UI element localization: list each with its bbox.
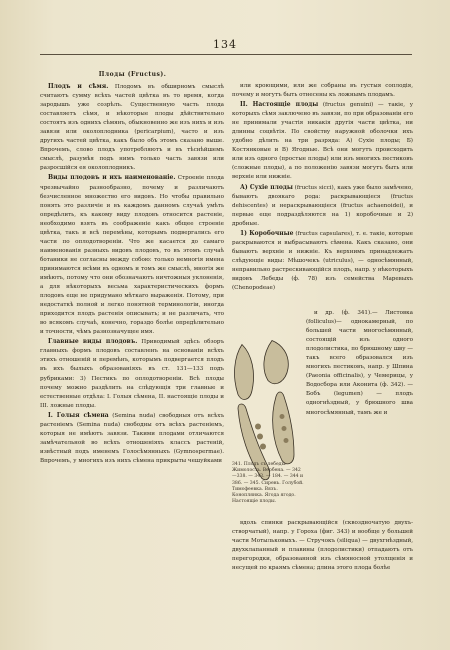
paragraph-heading: А) Сухіе плоды	[240, 183, 293, 191]
paragraph-text: (Semina nuda) свободныя отъ всѣхъ растеніемъ (Semina nuda) свободны отъ всѣхъ растеніемъ, которыя не имѣютъ завязи. Такими плодами отличаются замѣчательной во всѣхъ отношеніяхъ классъ растеній, извѣстный подъ именемъ Голосѣмянныхъ (Gymnospermae). Впрочемъ, у многихъ изъ нихъ сѣмена прикрыты чешуйками	[40, 412, 224, 464]
paragraph-heading: I. Голыя сѣмена	[48, 411, 109, 419]
paragraph	[306, 309, 413, 418]
right-column-bottom	[232, 519, 413, 639]
paragraph	[232, 82, 413, 100]
figure-caption: 341. Плодъ съ лебеды. Жимолость. Вербена. — 342—338. — 343. — 184. — 344 и 386. — 345. Сирень. Голубой. Тимофеевка. Вязъ. Коноплянка. Ягода ягодо. Настоящіе плоды.	[232, 462, 304, 505]
paragraph-heading: Главные виды плодовъ.	[48, 338, 138, 346]
fruit-drawing-342	[264, 341, 288, 384]
left-column	[40, 82, 224, 642]
paragraph	[40, 82, 224, 173]
paragraph-text: (fructus sicci), какъ уже было замѣчено, бываютъ двоякаго рода: раскрывающіеся (fructus dehiscentes) и нераскрывающіеся (fructus achaenoidei), и первые еще подраздѣляются на 1) коробочные и 2) дробные.	[232, 184, 413, 227]
paragraph-text: (fructus capsulares), т. е. такіе, которые раскрываются и выбрасываютъ сѣмена. Какъ сказано, они бываютъ верхніе и нижніе. Къ верхнимъ принадлежатъ слѣдующіе виды: Мѣшочекъ (utriculus), — односѣмянный, неправильно растрескивающійся плодъ, напр. у нѣкоторыхъ видовъ Лебеды (ф. 78) изъ семейства Маревыхъ (Chenopodeae)	[232, 230, 413, 292]
paragraph-text: Строеніе плода чрезвычайно разнообразно, почему и различаютъ безчисленное множество его видовъ. Но чтобы правильно понять это различіе и въ каждомъ данномъ случаѣ умѣть опредѣлить, къ какому виду плодовъ относится растеніе, необходимо взять въ соображеніе какъ общее строеніе цвѣтка, такъ и всѣ перемѣны, которымъ подвергались его части по оплодотвореніи. Что же касается до самаго наименованія разныхъ видовъ плодовъ, то въ этомъ случаѣ ботаники не согласны между собою: только немногія имена принимаются всѣми въ одномъ и томъ же смыслѣ, многія же имѣютъ, потому что они обозначаютъ ничтожныя уклоненія, а для нѣкоторыхъ весьма характеристическихъ формъ плодовъ еще не придумано мѣткаго выраженія. Потому, при недостаткѣ полной и легко понятной терминологіи, иногда приходится плодъ растенія описывать; и не различать, что во всякомъ случаѣ, конечно, гораздо болѣе опредѣлительно и точности, чѣмъ разнозначущее имя.	[40, 175, 224, 336]
paragraph-text: вдоль спинки раскрывающійся (сквоздночатую двухъ-створчатый), напр. у Гороха (фиг. 343) и вообще у большей части Мотыльковыхъ. — Стручокъ (siliqua) — двухгнѣздный, двухклапанный и плавины (плодолистики) отпадаютъ отъ перегородки, образованной изъ сѣмяносной утолщенія и несущей по краямъ сѣмена; длина этого плода болѣе	[232, 520, 413, 572]
paragraph-heading: Виды плодовъ и ихъ наименованіе.	[48, 174, 176, 182]
section-title: Плоды (Fructus).	[98, 71, 167, 78]
paragraph	[40, 173, 224, 337]
paragraph-heading: 1) Коробочные	[240, 229, 294, 237]
paragraph	[232, 183, 413, 229]
paragraph	[40, 337, 224, 410]
paragraph-text: или кроющими, или же собраны въ густыя соплодія, почему и могутъ быть отнесены къ ложнымъ плодамъ.	[232, 83, 413, 99]
right-column-beside-figure	[306, 309, 413, 519]
paragraph-text: Приводимый здѣсь обзоръ главныхъ формъ плодовъ составленъ на основаніи всѣхъ этихъ отношеній и перемѣнъ, которымъ подвергается плодъ въ ихъ былыхъ образованіяхъ въ ст. 131—133 подъ рубриками: 3) Пестикъ по оплодотвореніи. Всѣ плоды почему можно раздѣлить на слѣдующія три главные и естественные отдѣла: I. Голыя сѣмена, II. настоящіе плоды и III. ложные плоды.	[40, 339, 224, 409]
paragraph-text: и др. (ф. 341).— Листовка (folliculus)— однокамерный, по большей части многосѣмянный, состоящій изъ одного плодолистика, по брюшному шву — такъ всего образовался изъ многихъ пестиковъ, напр. у Шпина (Paeonia officinalis), у Чемерицы, у Водосбора или Аконита (ф. 342). — Бобъ (legumen) — плодъ одногнѣздный, у брюшного шва многосѣмянный, тамъ же и	[306, 310, 413, 416]
fruit-drawing-341	[235, 345, 254, 400]
paragraph-text: (fructus genuini) — такіе, у которыхъ сѣмя заключено въ завязи, по при образованіи его не принимали участія никакія другія части цвѣтка, ни длинны соцвѣтія. По свойству наружной оболочки ихъ удобно дѣлить на три разряда: А) Сухіе плоды; Б) Костянковые и В) Ягодные. Всѣ они могутъ происходить или изъ одного (простые плоды) или изъ многихъ пестиковъ (сложные плоды), а по положенію завязи могутъ быть или верхніе или нижніе.	[232, 102, 413, 181]
paragraph-heading: II. Настоящіе плоды	[240, 101, 319, 109]
page-number: 134	[213, 38, 237, 51]
right-column-top	[232, 82, 413, 309]
paragraph-heading: Плодъ и сѣмя.	[48, 83, 109, 90]
paragraph	[232, 229, 413, 293]
header-rule	[40, 54, 412, 55]
paragraph	[232, 519, 413, 573]
paragraph	[232, 100, 413, 182]
paragraph-text: Плодомъ въ обширномъ смыслѣ считаютъ сумму всѣхъ частей цвѣтка въ то время, когда зародышъ уже созрѣлъ. Существенную часть плода составляетъ сѣмя, и нѣкоторые плоды дѣйствительно состоятъ изъ однихъ сѣмянъ, обыкновенно же изъ нихъ и изъ завязи или околоплодника (pericarpium), часто и изъ другихъ частей цвѣтка, какъ было объ этомъ сказано выше. Впрочемъ, слово плодъ употребляютъ и въ тѣснѣйшемъ смыслѣ, разумѣя подъ нимъ только часть завязи или разросшійся ея околоплодникъ.	[40, 84, 224, 172]
paragraph	[40, 411, 224, 466]
